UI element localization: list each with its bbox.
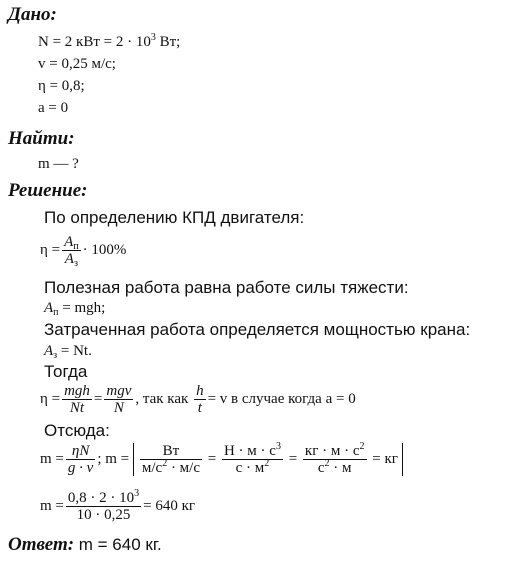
formula-useful-work: $A_п$ = mgh; — [44, 300, 106, 318]
given-heading: Дано: — [8, 4, 57, 25]
formula-spent-work: $A_з = Nt$. — [44, 343, 92, 361]
given-efficiency: η = 0,8; — [38, 78, 85, 94]
answer-line: Ответ: m = 640 кг. — [8, 534, 162, 555]
fraction-work-ratio: $\frac{A_п}{A_з}$ — [64, 234, 79, 269]
given-velocity: v = 0,25 м/с; — [38, 56, 116, 72]
solution-text-hence: Отсюда: — [44, 421, 110, 440]
formula-mass-and-units: m = $\frac{\eta N}{g \cdot v}$ ; m = $\frac{Вт}{м/с^2 \cdot м/с}$ = $\frac{Н \cdot м \cdot с^3}{с \cdot м^2}$ = $\frac{кг \cdot м \cdot с^2}{с^2 \cdot м}$ = кг — [40, 443, 403, 476]
formula-efficiency: η = $\frac{A_п}{A_з}$ · 100% — [40, 234, 127, 269]
solution-text-efficiency-definition: По определению КПД двигателя: — [44, 208, 305, 227]
given-acceleration: a = 0 — [38, 100, 69, 116]
units-check-bracket: $\frac{Вт}{м/с^2 \cdot м/с}$ = $\frac{Н \cdot м \cdot с^3}{с \cdot м^2}$ = $\frac{кг \cdot м \cdot с^2}{с^2 \cdot м}$ = кг — [133, 443, 403, 476]
solution-text-then: Тогда — [44, 362, 88, 381]
solution-text-useful-work: Полезная работа равна работе силы тяжести: — [44, 278, 409, 297]
solution-heading: Решение: — [8, 180, 88, 201]
formula-mass-numeric: m = $\frac{0,8 \cdot 2 \cdot 10^3}{10 \cdot 0,25}$ = 640 кг — [40, 488, 196, 523]
formula-efficiency-expanded: η = $\frac{\text{mgh}}{Nt}$ = $\frac{\text{mgv}}{N}$ , так как $\frac{h}{t}$ = v в случае когда a = 0 — [40, 383, 356, 416]
find-mass: m — ? — [38, 156, 79, 172]
solution-text-spent-work: Затраченная работа определяется мощностью крана: — [44, 320, 471, 339]
given-power: N = 2 кВт = $2 \cdot 10^3$ Вт; — [38, 32, 181, 50]
find-heading: Найти: — [8, 128, 75, 149]
